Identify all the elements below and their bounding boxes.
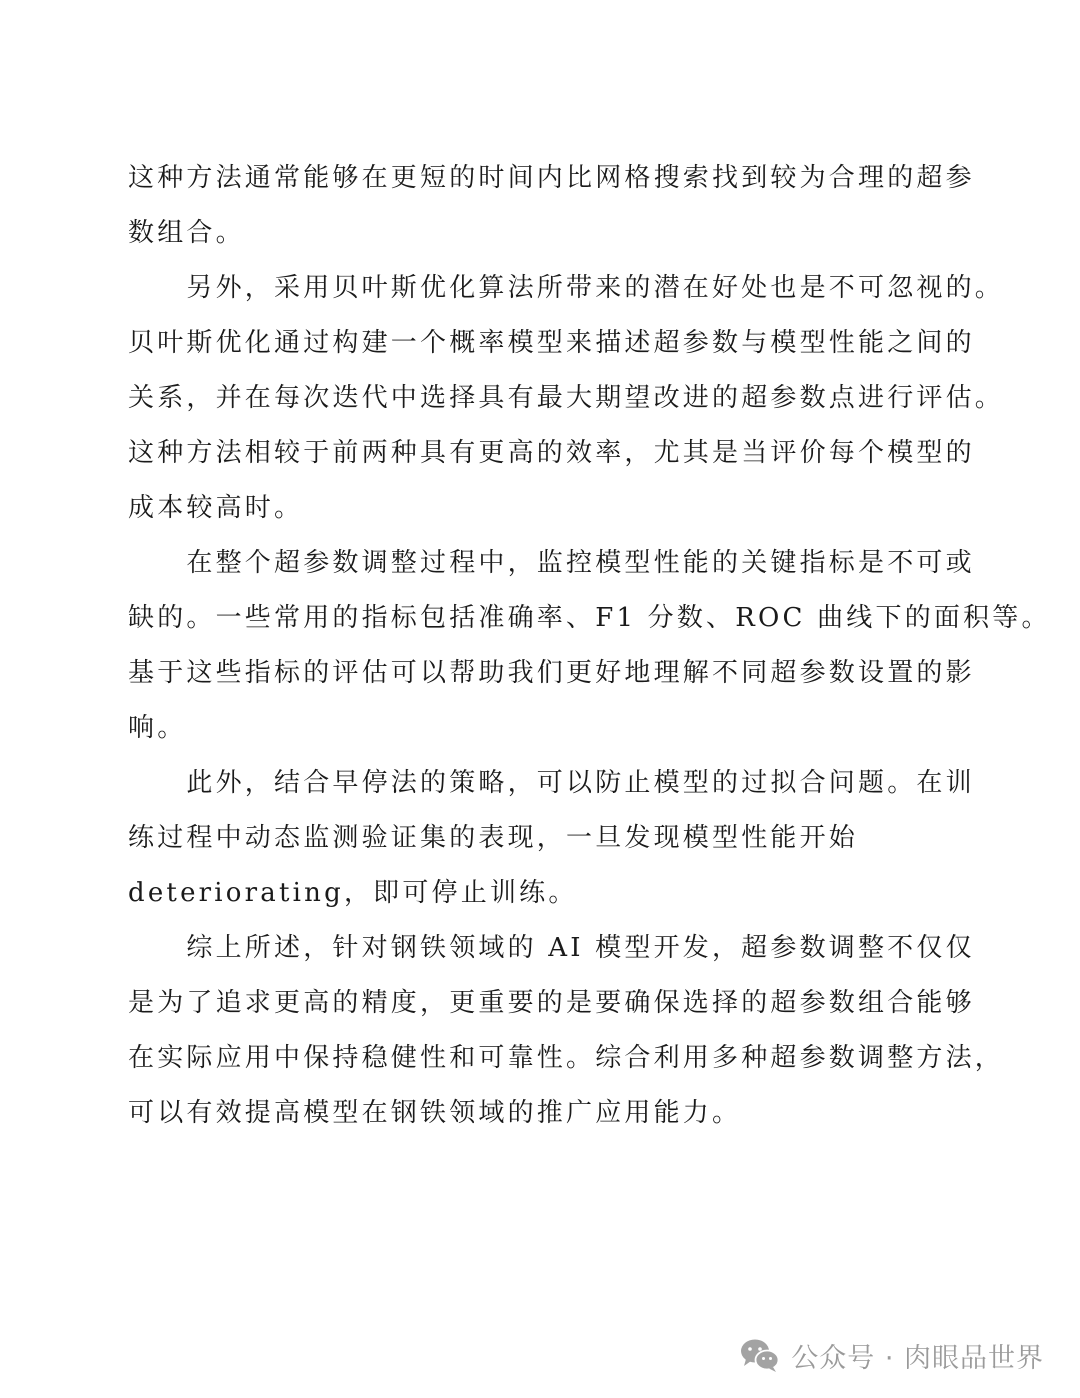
watermark-text: 公众号 · 肉眼品世界 <box>791 1342 1044 1374</box>
text-line: 数组合。 <box>128 218 245 248</box>
text-line: 缺的。一些常用的指标包括准确率、F1 分数、ROC 曲线下的面积等。 <box>128 603 1051 633</box>
text-line: 练过程中动态监测验证集的表现，一旦发现模型性能开始 <box>128 823 859 853</box>
text-line: 此外，结合早停法的策略，可以防止模型的过拟合问题。在训 <box>128 768 975 798</box>
text-line: 关系，并在每次迭代中选择具有最大期望改进的超参数点进行评估。 <box>128 383 1005 413</box>
text-line: 成本较高时。 <box>128 493 304 523</box>
text-line: 贝叶斯优化通过构建一个概率模型来描述超参数与模型性能之间的 <box>128 328 975 358</box>
text-line: 是为了追求更高的精度，更重要的是要确保选择的超参数组合能够 <box>128 988 975 1018</box>
text-line: 在实际应用中保持稳健性和可靠性。综合利用多种超参数调整方法， <box>128 1043 1005 1073</box>
text-line: 响。 <box>128 713 187 743</box>
watermark <box>739 1333 1044 1377</box>
text-line: 另外，采用贝叶斯优化算法所带来的潜在好处也是不可忽视的。 <box>128 273 1005 303</box>
text-line: 基于这些指标的评估可以帮助我们更好地理解不同超参数设置的影 <box>128 658 975 688</box>
document-body <box>128 151 1051 1141</box>
text-line: 这种方法相较于前两种具有更高的效率，尤其是当评价每个模型的 <box>128 438 975 468</box>
text-line: 可以有效提高模型在钢铁领域的推广应用能力。 <box>128 1098 742 1128</box>
text-line: 在整个超参数调整过程中，监控模型性能的关键指标是不可或 <box>128 548 975 578</box>
wechat-icon <box>739 1337 781 1373</box>
text-line: 综上所述，针对钢铁领域的 AI 模型开发，超参数调整不仅仅 <box>128 933 975 963</box>
text-line: deteriorating，即可停止训练。 <box>128 878 578 908</box>
text-line: 这种方法通常能够在更短的时间内比网格搜索找到较为合理的超参 <box>128 163 975 193</box>
